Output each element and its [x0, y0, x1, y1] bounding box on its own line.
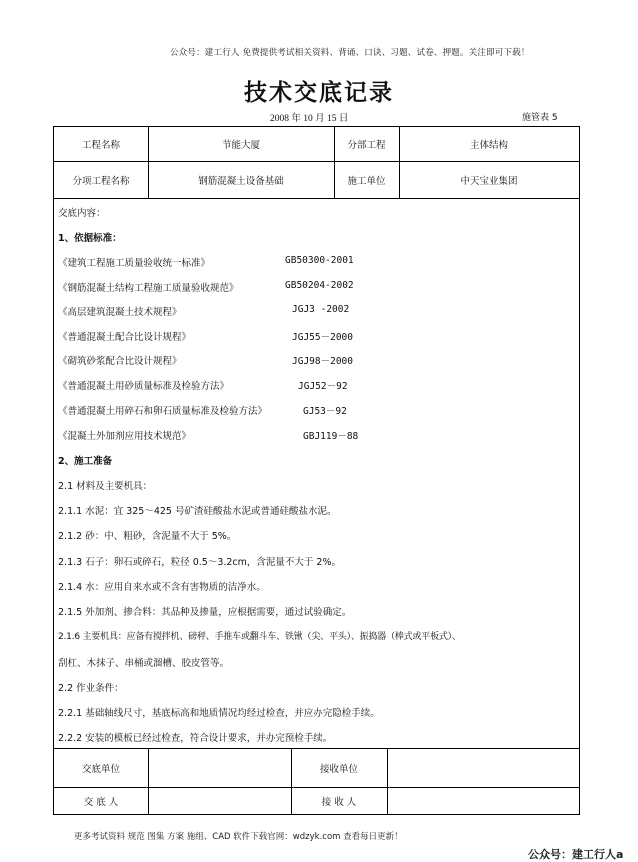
standard-name: 《普通混凝土用砂质量标准及检验方法》: [58, 381, 230, 392]
disclosing-unit-label: 交底单位: [81, 763, 120, 775]
content-intro: 交底内容：: [58, 208, 106, 219]
standard-name: 《钢筋混凝土结构工程施工质量验收规范》: [58, 283, 239, 294]
standard-code: GB50204-2002: [285, 280, 354, 291]
standard-name: 《高层建筑混凝土技术规程》: [58, 307, 182, 318]
standard-code: JGJ52－92: [298, 381, 348, 392]
receiver-label: 接 收 人: [321, 796, 357, 808]
date: 2008 年 10 月 15 日: [270, 114, 349, 124]
standard-code: GBJ119－88: [303, 431, 359, 442]
standard-name: 《普通混凝土配合比设计规程》: [58, 332, 192, 343]
subitem-label: 分项工程名称: [72, 175, 130, 187]
content-line: 2.1.6 主要机具：应备有搅拌机、磅秤、手推车或翻斗车、铁锹（尖、平头）、振捣器（棒式或平板式）、: [58, 632, 461, 642]
content-line: 2.2.1 基础轴线尺寸，基底标高和地质情况均经过检查，并应办完隐检手续。: [58, 708, 380, 719]
watermark: 公众号：建工行人a: [528, 848, 624, 861]
project-name-label: 工程名称: [81, 140, 120, 151]
standard-code: JGJ98－2000: [292, 356, 353, 367]
receiving-unit-label: 接收单位: [319, 763, 358, 775]
content-line: 2.2 作业条件：: [58, 683, 124, 694]
divider: [54, 198, 579, 199]
project-name-value: 节能大厦: [221, 140, 260, 151]
standard-code: JGJ55－2000: [292, 332, 353, 343]
content-line: 2.2.2 安装的模板已经过检查，符合设计要求，并办完预检手续。: [58, 733, 333, 744]
standard-code: GJ53－92: [303, 406, 347, 417]
content-line: 2.1.5 外加剂、掺合料：其品种及掺量，应根据需要，通过试验确定。: [58, 607, 352, 618]
division-value: 主体结构: [469, 140, 508, 151]
content-line: 刮杠、木抹子、串桶或溜槽、胶皮管等。: [58, 658, 230, 669]
standard-code: GB50300-2001: [285, 255, 354, 266]
standard-name: 《建筑工程施工质量验收统一标准》: [58, 258, 211, 269]
content-line: 2.1 材料及主要机具：: [58, 481, 153, 492]
top-notice: 公众号：建工行人 免费提供考试相关资料、背诵、口诀、习题、试卷、押题。关注即可下载！: [170, 48, 530, 58]
form-number: 施管表 5: [522, 113, 558, 123]
section-2-title: 2、施工准备: [58, 456, 113, 467]
standard-name: 《混凝土外加剂应用技术规范》: [58, 431, 192, 442]
content-line: 2.1.3 石子：卵石或碎石，粒径 0.5～3.2cm，含泥量不大于 2%。: [58, 557, 341, 568]
standard-name: 《砌筑砂浆配合比设计规程》: [58, 356, 182, 367]
content-line: 2.1.1 水泥：宜 325～425 号矿渣硅酸盐水泥或普通硅酸盐水泥。: [58, 506, 337, 517]
divider: [387, 748, 388, 814]
division-label: 分部工程: [347, 140, 386, 151]
standard-code: JGJ3 -2002: [292, 304, 350, 315]
standard-name: 《普通混凝土用碎石和卵石质量标准及检验方法》: [58, 406, 268, 417]
divider: [148, 748, 149, 814]
contractor-value: 中天宝业集团: [460, 175, 518, 187]
content-line: 2.1.2 砂：中、粗砂，含泥量不大于 5%。: [58, 531, 237, 542]
footer-text: 更多考试资料 规范 图集 方案 施组、CAD 软件下载官网：wdzyk.com 查看每日更新！: [74, 832, 403, 842]
discloser-label: 交 底 人: [83, 796, 119, 808]
content-line: 2.1.4 水：应用自来水或不含有害物质的洁净水。: [58, 582, 266, 593]
contractor-label: 施工单位: [347, 175, 386, 187]
section-1-title: 1、依据标准：: [58, 233, 122, 244]
subitem-value: 钢筋混凝土设备基础: [198, 175, 284, 187]
page-title: 技术交底记录: [244, 80, 394, 106]
